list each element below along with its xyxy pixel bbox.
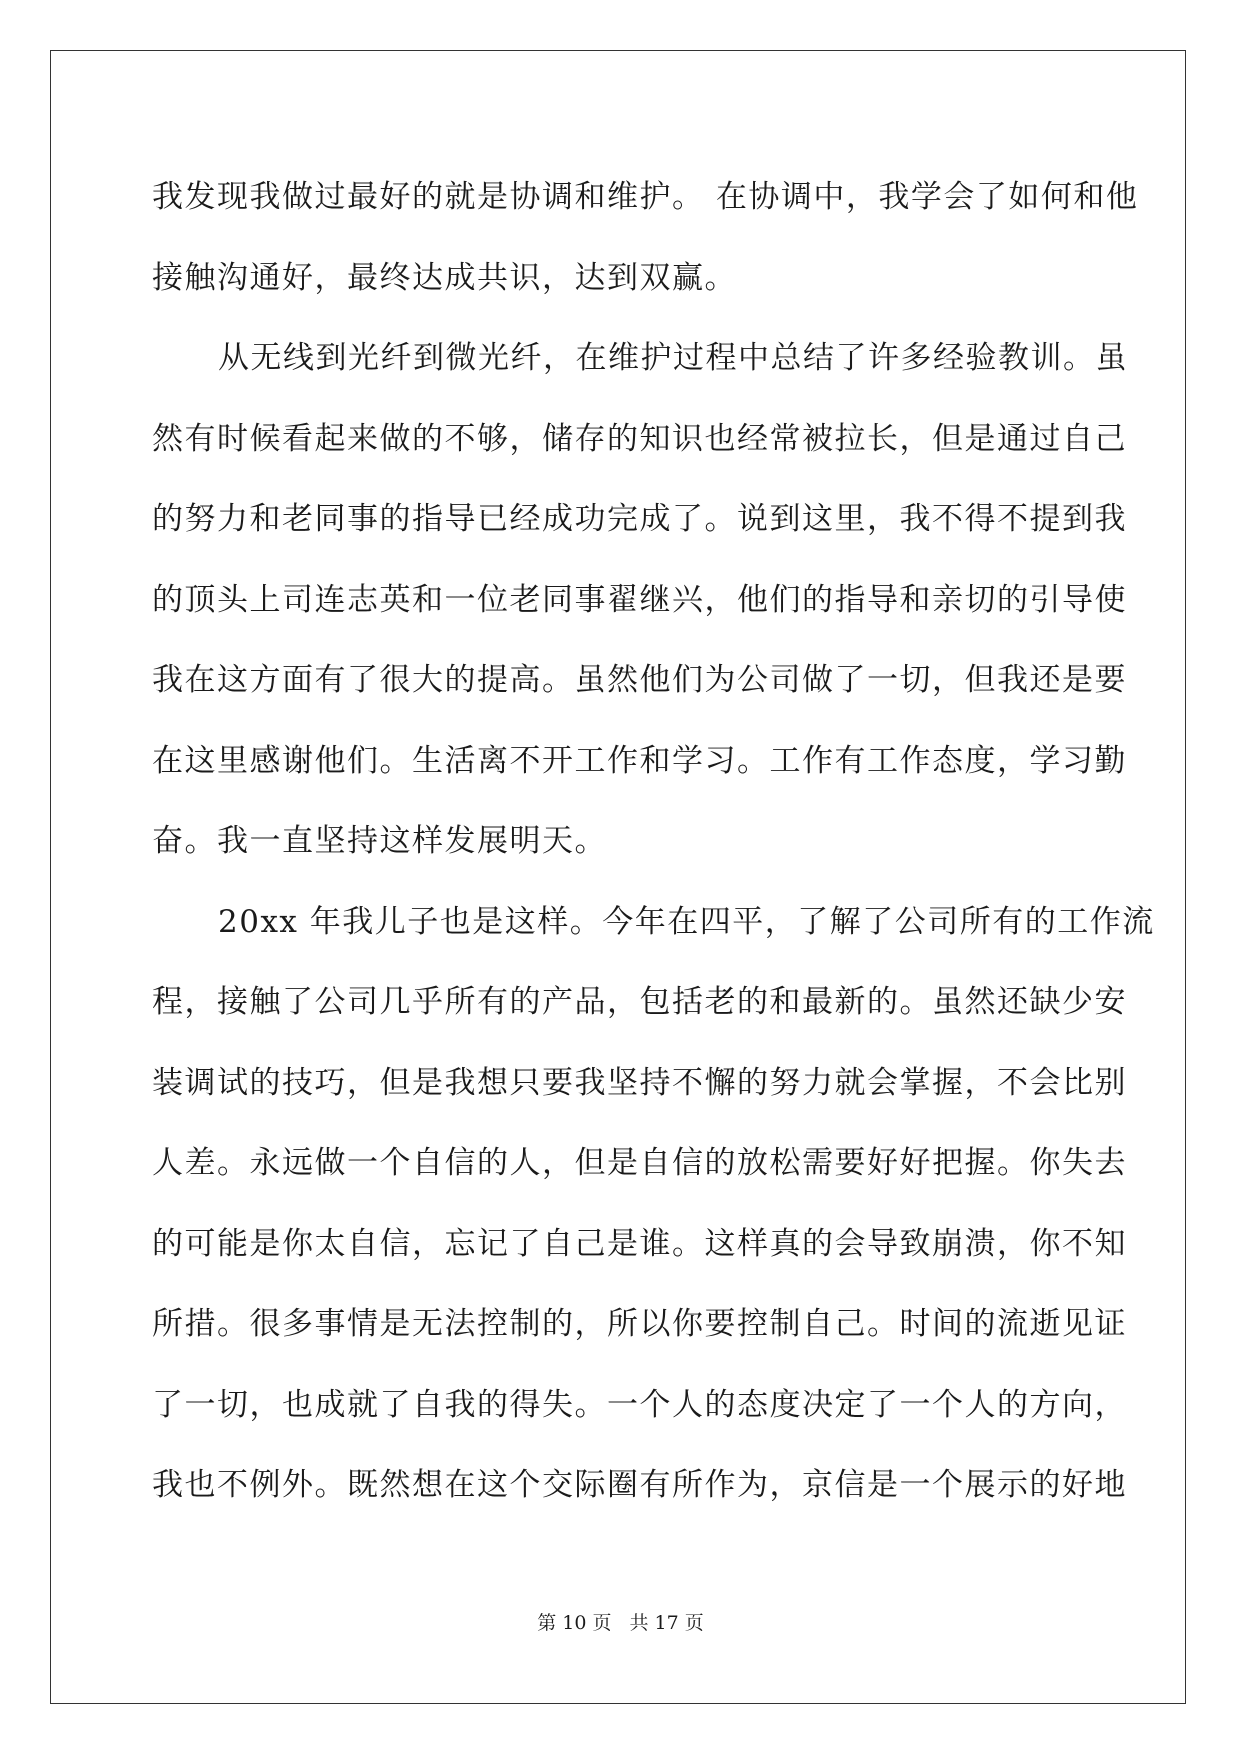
text-line: 的可能是你太自信，忘记了自己是谁。这样真的会导致崩溃，你不知: [152, 1225, 1127, 1262]
text-line: 然有时候看起来做的不够，储存的知识也经常被拉长，但是通过自己: [152, 420, 1127, 457]
text-line: 的顶头上司连志英和一位老同事翟继兴，他们的指导和亲切的引导使: [152, 581, 1127, 618]
text-line: 所措。很多事情是无法控制的，所以你要控制自己。时间的流逝见证: [152, 1306, 1127, 1342]
document-body: [152, 157, 1155, 1526]
text-line: 我也不例外。既然想在这个交际圈有所作为，京信是一个展示的好地: [152, 1467, 1127, 1503]
text-line: 了一切，也成就了自我的得失。一个人的态度决定了一个人的方向，: [152, 1386, 1127, 1423]
page-number: 第 10 页: [537, 1612, 612, 1634]
paragraph-start-line: 20xx 年我儿子也是这样。今年在四平，了解了公司所有的工作流: [218, 903, 1155, 940]
text-line: 装调试的技巧，但是我想只要我坚持不懈的努力就会掌握，不会比别: [152, 1064, 1127, 1101]
text-line: 奋。我一直坚持这样发展明天。: [152, 823, 607, 859]
page-total: 共 17 页: [629, 1612, 704, 1634]
page-footer: [0, 1608, 1241, 1635]
text-line: 人差。永远做一个自信的人，但是自信的放松需要好好把握。你失去: [152, 1145, 1127, 1181]
text-line: 接触沟通好，最终达成共识，达到双赢。: [152, 259, 737, 296]
text-line: 的努力和老同事的指导已经成功完成了。说到这里，我不得不提到我: [152, 501, 1127, 537]
text-line: 程，接触了公司几乎所有的产品，包括老的和最新的。虽然还缺少安: [152, 984, 1127, 1020]
text-line: 我在这方面有了很大的提高。虽然他们为公司做了一切，但我还是要: [152, 662, 1127, 698]
text-line: 在这里感谢他们。生活离不开工作和学习。工作有工作态度，学习勤: [152, 742, 1127, 779]
paragraph-start-line: 从无线到光纤到微光纤，在维护过程中总结了许多经验教训。虽: [218, 340, 1128, 376]
text-line: 我发现我做过最好的就是协调和维护。 在协调中，我学会了如何和他: [152, 179, 1139, 215]
